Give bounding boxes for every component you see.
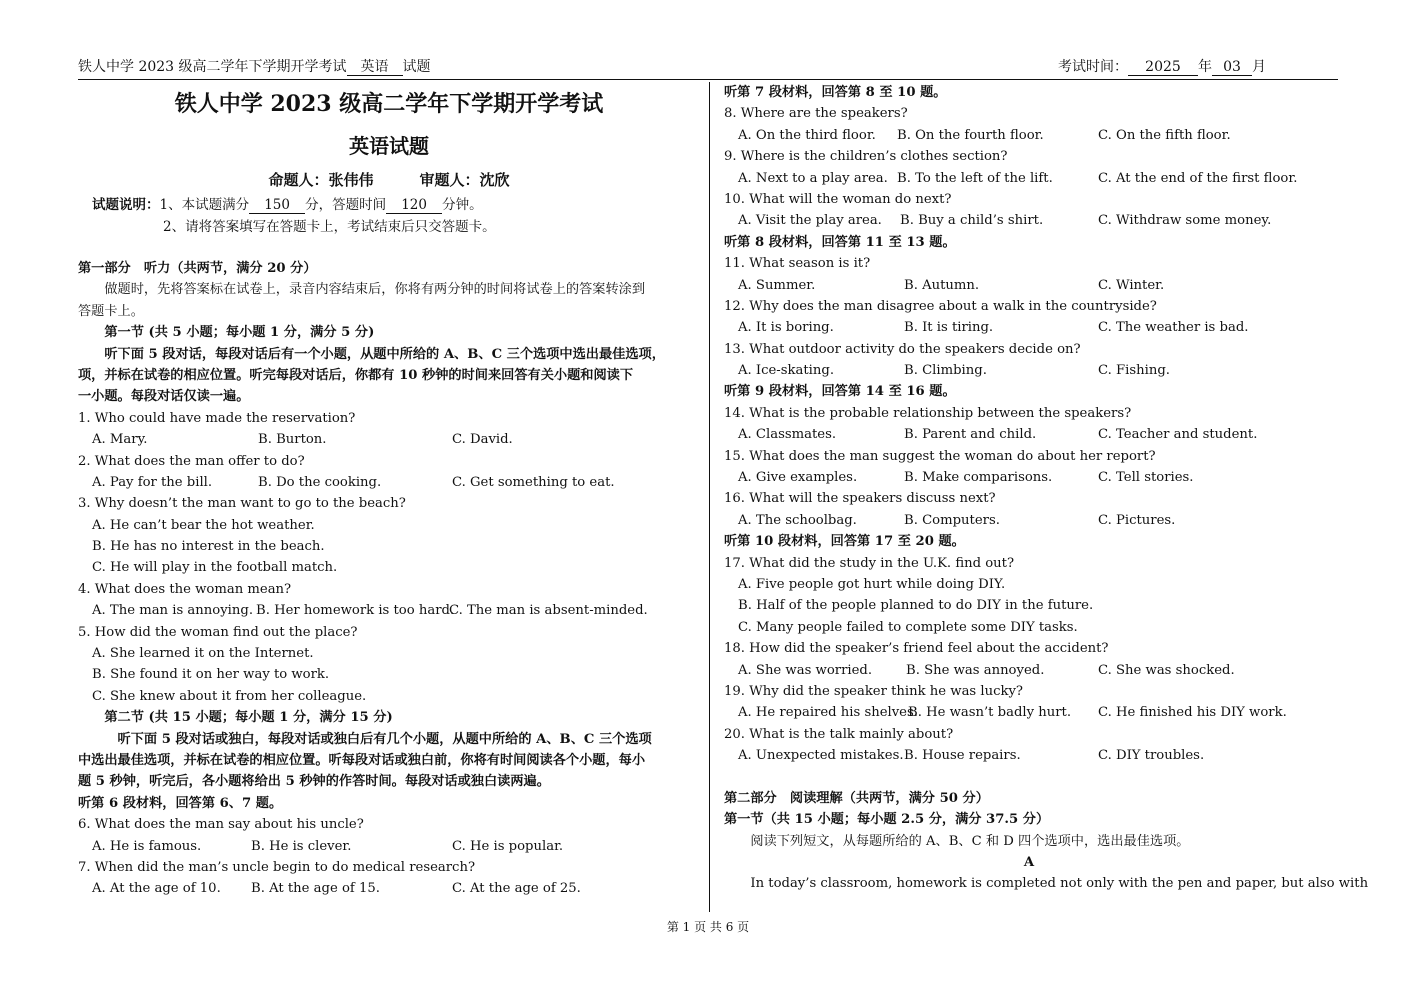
option: A. Next to a play area. bbox=[738, 170, 888, 186]
page-footer: 第 1 页 共 6 页 bbox=[666, 920, 750, 934]
text-line: 12. Why does the man disagree about a walk in the countryside? bbox=[724, 298, 1157, 314]
setter: 命题人：张伟伟 bbox=[268, 171, 374, 189]
text-line: 2. What does the man offer to do? bbox=[78, 453, 305, 469]
instructions-text: 1、本试题满分 bbox=[159, 197, 250, 213]
option: A. He repaired his shelves. bbox=[738, 705, 918, 721]
text-line: 听下面 5 段对话，每段对话后有一个小题，从题中所给的 A、B、C 三个选项中选出最佳选项， bbox=[78, 346, 665, 362]
text-line: 6. What does the man say about his uncle? bbox=[78, 817, 364, 833]
option: B. She was annoyed. bbox=[906, 662, 1045, 678]
exam-year-unit: 年 bbox=[1198, 59, 1212, 75]
option: A. The schoolbag. bbox=[738, 512, 857, 528]
right-column bbox=[724, 82, 1369, 895]
authors bbox=[78, 166, 700, 194]
text-line: 9. Where is the children’s clothes section? bbox=[724, 149, 1008, 165]
text-line: 阅读下列短文，从每题所给的 A、B、C 和 D 四个选项中，选出最佳选项。 bbox=[724, 833, 1190, 849]
option: B. Buy a child’s shirt. bbox=[900, 213, 1044, 229]
option: C. Withdraw some money. bbox=[1098, 213, 1272, 229]
option: A. Ice-skating. bbox=[738, 363, 835, 379]
option-row bbox=[724, 360, 1334, 381]
option-row bbox=[724, 702, 1334, 723]
option: B. He is clever. bbox=[251, 838, 352, 854]
option: A. Summer. bbox=[738, 277, 816, 293]
header-right bbox=[1058, 58, 1266, 76]
text-line: 19. Why did the speaker think he was lucky? bbox=[724, 683, 1023, 699]
text-line: 答题卡上。 bbox=[78, 303, 144, 319]
option: C. She was shocked. bbox=[1098, 662, 1235, 678]
option-row bbox=[78, 472, 700, 493]
option-row bbox=[724, 210, 1334, 231]
option: C. The weather is bad. bbox=[1098, 320, 1249, 336]
text-line: 8. Where are the speakers? bbox=[724, 106, 908, 122]
text-line: C. She knew about it from her colleague. bbox=[92, 688, 367, 704]
option-row bbox=[724, 317, 1334, 338]
text-line: 听第 10 段材料，回答第 17 至 20 题。 bbox=[724, 534, 965, 550]
text-line: 15. What does the man suggest the woman do about her report? bbox=[724, 448, 1156, 464]
text-line: A. He can’t bear the hot weather. bbox=[92, 517, 315, 533]
option: A. Mary. bbox=[92, 432, 148, 448]
option-row bbox=[724, 510, 1334, 531]
option: B. Burton. bbox=[258, 432, 327, 448]
option: A. At the age of 10. bbox=[92, 881, 221, 897]
option: C. At the age of 25. bbox=[452, 881, 581, 897]
reviewer: 审题人：沈欣 bbox=[419, 171, 510, 189]
option-row bbox=[724, 745, 1334, 766]
text-line: 第一节（共 15 小题；每小题 2.5 分，满分 37.5 分） bbox=[724, 812, 1050, 828]
text-line: 听下面 5 段对话或独白，每段对话或独白后有几个小题，从题中所给的 A、B、C 三个选项 bbox=[78, 731, 652, 747]
option: A. Unexpected mistakes. bbox=[738, 748, 904, 764]
text-line: 5. How did the woman find out the place? bbox=[78, 624, 358, 640]
option: B. Computers. bbox=[904, 512, 1000, 528]
text-line: 20. What is the talk mainly about? bbox=[724, 726, 954, 742]
text-line bbox=[724, 767, 1334, 788]
right-body bbox=[724, 82, 1369, 895]
option: B. Make comparisons. bbox=[904, 470, 1053, 486]
header-exam-name: 铁人中学 2023 级高二学年下学期开学考试 bbox=[78, 59, 347, 75]
option-row bbox=[724, 467, 1334, 488]
option: A. Visit the play area. bbox=[738, 213, 882, 229]
text-line: 13. What outdoor activity do the speakers decide on? bbox=[724, 341, 1081, 357]
text-line: 听第 8 段材料，回答第 11 至 13 题。 bbox=[724, 234, 956, 250]
header-subject: 英语 bbox=[347, 59, 403, 76]
header-suffix: 试题 bbox=[402, 59, 431, 75]
option: C. At the end of the first floor. bbox=[1098, 170, 1298, 186]
text-line: In today’s classroom, homework is completed not only with the pen and paper, but also with bbox=[724, 876, 1369, 892]
text-line: 1. Who could have made the reservation? bbox=[78, 410, 356, 426]
text-line: B. He has no interest in the beach. bbox=[92, 539, 325, 555]
exam-title: 铁人中学 2023 级高二学年下学期开学考试 bbox=[174, 91, 604, 117]
option-row bbox=[724, 275, 1334, 296]
instructions-line-2: 2、请将答案填写在答题卡上，考试结束后只交答题卡。 bbox=[163, 219, 496, 235]
option: B. He wasn’t badly hurt. bbox=[908, 705, 1072, 721]
option: A. It is boring. bbox=[738, 320, 834, 336]
option: B. To the left of the lift. bbox=[897, 170, 1053, 186]
text-line: 听第 9 段材料，回答第 14 至 16 题。 bbox=[724, 384, 956, 400]
text-line: A. She learned it on the Internet. bbox=[92, 646, 314, 662]
total-score: 150 bbox=[249, 197, 305, 214]
option: B. Do the cooking. bbox=[258, 474, 382, 490]
option: C. On the fifth floor. bbox=[1098, 127, 1231, 143]
text-line: B. She found it on her way to work. bbox=[92, 667, 330, 683]
text-line: 18. How did the speaker’s friend feel about the accident? bbox=[724, 641, 1109, 657]
option-row bbox=[78, 878, 700, 899]
text-line: 17. What did the study in the U.K. find out? bbox=[724, 555, 1015, 571]
text-line: B. Half of the people planned to do DIY in the future. bbox=[738, 598, 1094, 614]
text-line: A. Five people got hurt while doing DIY. bbox=[738, 576, 1006, 592]
instructions-label: 试题说明： bbox=[92, 197, 160, 213]
text-line: 做题时，先将答案标在试卷上，录音内容结束后，你将有两分钟的时间将试卷上的答案转涂到 bbox=[78, 282, 646, 298]
text-line: C. Many people failed to complete some DIY tasks. bbox=[738, 619, 1078, 635]
option: C. Tell stories. bbox=[1098, 470, 1194, 486]
left-body bbox=[78, 258, 700, 900]
option: B. It is tiring. bbox=[904, 320, 994, 336]
exam-month-unit: 月 bbox=[1252, 59, 1266, 75]
option: B. House repairs. bbox=[904, 748, 1021, 764]
text-line: 第二部分 阅读理解（共两节，满分 50 分） bbox=[724, 790, 989, 806]
header-rule bbox=[78, 79, 1338, 80]
option: C. Get something to eat. bbox=[452, 474, 615, 490]
text-line: 第一部分 听力（共两节，满分 20 分） bbox=[78, 261, 317, 276]
text-line: 听第 7 段材料，回答第 8 至 10 题。 bbox=[724, 85, 947, 100]
exam-duration: 120 bbox=[386, 197, 442, 214]
option: C. Fishing. bbox=[1098, 363, 1170, 379]
text-line: 一小题。每段对话仅读一遍。 bbox=[78, 389, 250, 405]
exam-year: 2025 bbox=[1128, 59, 1198, 76]
option: A. She was worried. bbox=[738, 662, 873, 678]
option: C. Pictures. bbox=[1098, 512, 1176, 528]
option-row bbox=[78, 836, 700, 857]
option: B. Parent and child. bbox=[904, 427, 1037, 443]
option: C. Winter. bbox=[1098, 277, 1165, 293]
option: B. Climbing. bbox=[904, 363, 987, 379]
instructions-line-1 bbox=[78, 194, 700, 216]
text-line: C. He will play in the football match. bbox=[92, 560, 338, 576]
option: C. David. bbox=[452, 432, 513, 448]
exam-subtitle: 英语试题 bbox=[349, 134, 429, 158]
option: A. On the third floor. bbox=[738, 127, 876, 143]
option: B. Her homework is too hard. bbox=[256, 603, 455, 619]
exam-month: 03 bbox=[1212, 59, 1252, 76]
text-line: 听第 6 段材料，回答第 6、7 题。 bbox=[78, 795, 283, 811]
text-line: 7. When did the man’s uncle begin to do medical research? bbox=[78, 859, 476, 875]
option: A. Classmates. bbox=[738, 427, 837, 443]
text-line: 16. What will the speakers discuss next? bbox=[724, 491, 996, 507]
option: C. DIY troubles. bbox=[1098, 748, 1205, 764]
option-row bbox=[78, 429, 700, 450]
column-divider bbox=[709, 82, 710, 912]
text-line: 第二节 (共 15 小题；每小题 1 分，满分 15 分) bbox=[78, 710, 393, 726]
option-row bbox=[724, 168, 1334, 189]
option-row bbox=[78, 600, 700, 621]
instructions-text: 分，答题时间 bbox=[305, 197, 387, 213]
exam-time-label: 考试时间： bbox=[1058, 59, 1128, 75]
text-line: 14. What is the probable relationship between the speakers? bbox=[724, 405, 1132, 421]
option: B. On the fourth floor. bbox=[897, 127, 1044, 143]
option: C. The man is absent-minded. bbox=[449, 603, 648, 619]
text-line: 项，并标在试卷的相应位置。听完每段对话后，你都有 10 秒钟的时间来回答有关小题和阅读下 bbox=[78, 367, 634, 383]
option-row bbox=[724, 125, 1334, 146]
option: C. Teacher and student. bbox=[1098, 427, 1258, 443]
text-line: A bbox=[1023, 855, 1035, 871]
option: B. Autumn. bbox=[904, 277, 980, 293]
option-row bbox=[724, 424, 1334, 445]
option: A. The man is annoying. bbox=[92, 603, 254, 619]
instructions-text: 分钟。 bbox=[442, 197, 483, 213]
text-line: 3. Why doesn’t the man want to go to the beach? bbox=[78, 496, 406, 512]
option: A. Pay for the bill. bbox=[92, 474, 213, 490]
option: A. He is famous. bbox=[92, 838, 202, 854]
text-line: 4. What does the woman mean? bbox=[78, 581, 292, 597]
text-line: 第一节 (共 5 小题；每小题 1 分，满分 5 分) bbox=[78, 325, 375, 341]
option: C. He finished his DIY work. bbox=[1098, 705, 1287, 721]
option-row bbox=[724, 660, 1334, 681]
text-line: 题 5 秒钟，听完后，各小题将给出 5 秒钟的作答时间。每段对话或独白读两遍。 bbox=[78, 774, 550, 790]
option: B. At the age of 15. bbox=[251, 881, 380, 897]
text-line: 11. What season is it? bbox=[724, 256, 871, 272]
header-left bbox=[78, 58, 431, 76]
text-line: 中选出最佳选项，并标在试卷的相应位置。听每段对话或独白前，你将有时间阅读各个小题，每小 bbox=[78, 752, 646, 768]
option: A. Give examples. bbox=[738, 470, 858, 486]
option: C. He is popular. bbox=[452, 838, 564, 854]
text-line: 10. What will the woman do next? bbox=[724, 191, 952, 207]
left-column bbox=[78, 82, 700, 900]
